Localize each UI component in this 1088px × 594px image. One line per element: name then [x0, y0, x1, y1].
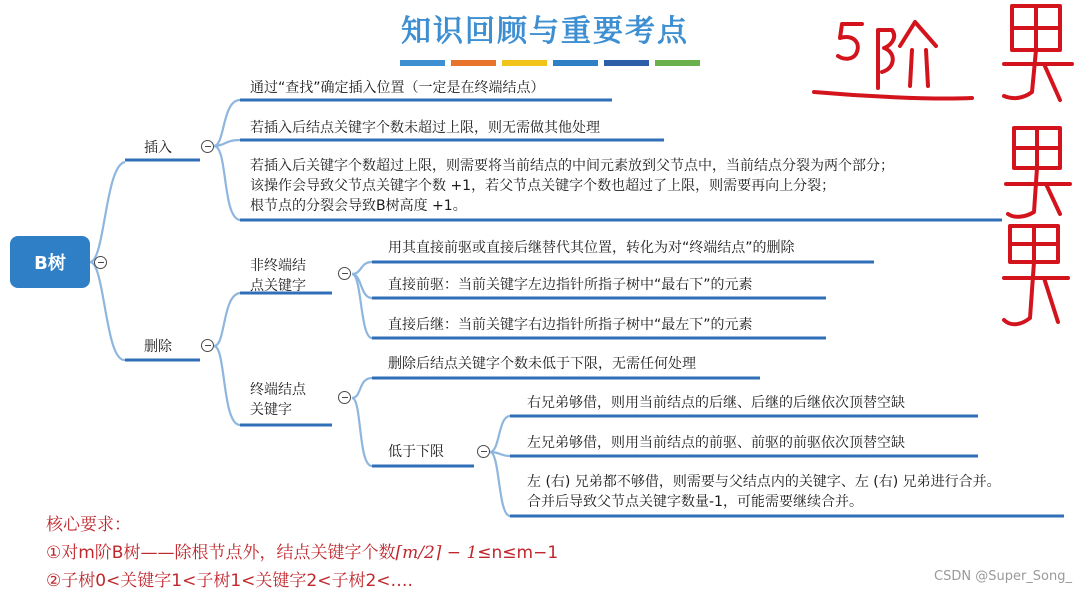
- nonterminal-node-label[interactable]: [250, 256, 306, 296]
- title-bar-2: [451, 60, 496, 66]
- nonterminal-label-line-2: 点关键字: [250, 278, 306, 294]
- insert-split-line-3: 根节点的分裂会导致B树高度 +1。: [250, 198, 467, 214]
- core-requirement-2: ②子树0<关键字1<子树1<关键字2<子树2<….: [46, 571, 413, 591]
- insert-node-label[interactable]: 插入: [144, 140, 172, 156]
- nonterminal-collapse-icon[interactable]: [338, 267, 351, 280]
- below-limit-collapse-icon[interactable]: [477, 445, 490, 458]
- title-bar-5: [604, 60, 649, 66]
- root-collapse-icon[interactable]: [94, 256, 107, 269]
- below-limit-leaf-2: 左兄弟够借，则用当前结点的前驱、前驱的前驱依次顶替空缺: [527, 435, 905, 451]
- nonterminal-label-line-1: 非终端结: [250, 258, 306, 274]
- root-node-label: B树: [34, 253, 66, 274]
- title-bar-6: [655, 60, 700, 66]
- merge-line-2: 合并后导致父节点关键字数量-1，可能需要继续合并。: [527, 494, 863, 510]
- insert-collapse-icon[interactable]: [201, 140, 214, 153]
- delete-node-label[interactable]: 删除: [144, 339, 172, 355]
- insert-split-line-2: 该操作会导致父节点关键字个数 +1，若父节点关键字个数也超过了上限，则需要再向上分裂；: [250, 178, 836, 194]
- insert-leaf-1: 通过“查找”确定插入位置（一定是在终端结点）: [250, 80, 545, 96]
- core-requirement-1-math: ⌈m/2⌉ − 1: [395, 543, 478, 563]
- title-bar-4: [553, 60, 598, 66]
- title-color-bars: [400, 60, 700, 66]
- below-limit-node-label[interactable]: 低于下限: [388, 444, 444, 460]
- merge-line-1: 左 (右) 兄弟都不够借，则需要与父结点内的关键字、左 (右) 兄弟进行合并。: [527, 474, 1001, 490]
- terminal-label-line-2: 关键字: [250, 402, 292, 418]
- insert-split-leaf: [250, 156, 894, 216]
- terminal-label-line-1: 终端结点: [250, 382, 306, 398]
- csdn-watermark: CSDN @Super_Song_: [934, 569, 1072, 584]
- below-limit-leaf-1: 右兄弟够借，则用当前结点的后继、后继的后继依次顶替空缺: [527, 395, 905, 411]
- insert-split-line-1: 若插入后关键字个数超过上限，则需要将当前结点的中间元素放到父节点中，当前结点分裂为两个部分；: [250, 158, 894, 174]
- insert-leaf-2: 若插入后结点关键字个数未超过上限，则无需做其他处理: [250, 120, 600, 136]
- terminal-collapse-icon[interactable]: [338, 391, 351, 404]
- core-requirements-title: 核心要求：: [46, 515, 131, 535]
- nonterminal-leaf-2: 直接前驱：当前关键字左边指针所指子树中“最右下”的元素: [388, 277, 753, 293]
- nonterminal-leaf-3: 直接后继：当前关键字右边指针所指子树中“最左下”的元素: [388, 317, 753, 333]
- terminal-leaf-1: 删除后结点关键字个数未低于下限，无需任何处理: [388, 356, 696, 372]
- delete-collapse-icon[interactable]: [201, 339, 214, 352]
- page-title: 知识回顾与重要考点: [401, 14, 689, 49]
- core-requirement-1-prefix: ①对m阶B树——除根节点外，结点关键字个数: [46, 543, 396, 563]
- core-requirement-1: [46, 538, 558, 563]
- title-bar-1: [400, 60, 445, 66]
- merge-leaf: [527, 472, 1001, 512]
- core-requirement-1-suffix: ≤n≤m−1: [477, 543, 559, 563]
- title-bar-3: [502, 60, 547, 66]
- root-node[interactable]: [10, 236, 90, 288]
- terminal-node-label[interactable]: [250, 380, 306, 420]
- nonterminal-leaf-1: 用其直接前驱或直接后继替代其位置，转化为对“终端结点”的删除: [388, 240, 795, 256]
